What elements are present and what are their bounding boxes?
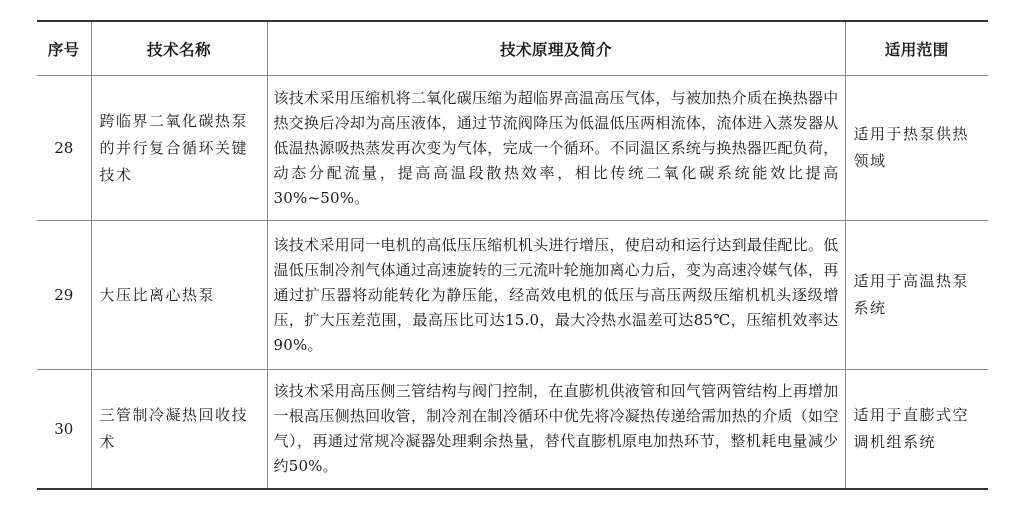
row-tech-name: 大压比离心热泵 <box>91 221 267 370</box>
row-tech-name: 跨临界二氧化碳热泵的并行复合循环关键技术 <box>91 76 267 221</box>
table-row <box>37 221 988 370</box>
header-seq: 序号 <box>37 21 91 76</box>
row-tech-desc: 该技术采用高压侧三管结构与阀门控制，在直膨机供液管和回气管两管结构上再增加一根高压侧热回收管，制冷剂在制冷循环中优先将冷凝热传递给需加热的介质（如空气），再通过常规冷凝器处理剩余热量，替代直膨机原电加热环节，整机耗电量减少约50%。 <box>267 370 845 490</box>
row-tech-desc: 该技术采用压缩机将二氧化碳压缩为超临界高温高压气体，与被加热介质在换热器中热交换后冷却为高压液体，通过节流阀降压为低温低压两相流体，流体进入蒸发器从低温热源吸热蒸发再次变为气体，完成一个循环。不同温区系统与换热器匹配负荷，动态分配流量，提高高温段散热效率，相比传统二氧化碳系统能效比提高30%~50%。 <box>267 76 845 221</box>
row-tech-desc: 该技术采用同一电机的高低压压缩机机头进行增压，使启动和运行达到最佳配比。低温低压制冷剂气体通过高速旋转的三元流叶轮施加离心力后，变为高速冷媒气体，再通过扩压器将动能转化为静压能，经高效电机的低压与高压两级压缩机机头逐级增压，扩大压差范围，最高压比可达15.0，最大冷热水温差可达85℃，压缩机效率达90%。 <box>267 221 845 370</box>
row-seq: 30 <box>37 370 91 490</box>
technology-table <box>37 20 988 490</box>
row-scope: 适用于热泵供热领域 <box>845 76 988 221</box>
table-row <box>37 76 988 221</box>
header-scope: 适用范围 <box>845 21 988 76</box>
row-tech-name: 三管制冷凝热回收技术 <box>91 370 267 490</box>
row-seq: 28 <box>37 76 91 221</box>
row-seq: 29 <box>37 221 91 370</box>
header-desc: 技术原理及简介 <box>267 21 845 76</box>
row-scope: 适用于直膨式空调机组系统 <box>845 370 988 490</box>
table-row <box>37 370 988 490</box>
table-header-row <box>37 21 988 76</box>
header-name: 技术名称 <box>91 21 267 76</box>
row-scope: 适用于高温热泵系统 <box>845 221 988 370</box>
